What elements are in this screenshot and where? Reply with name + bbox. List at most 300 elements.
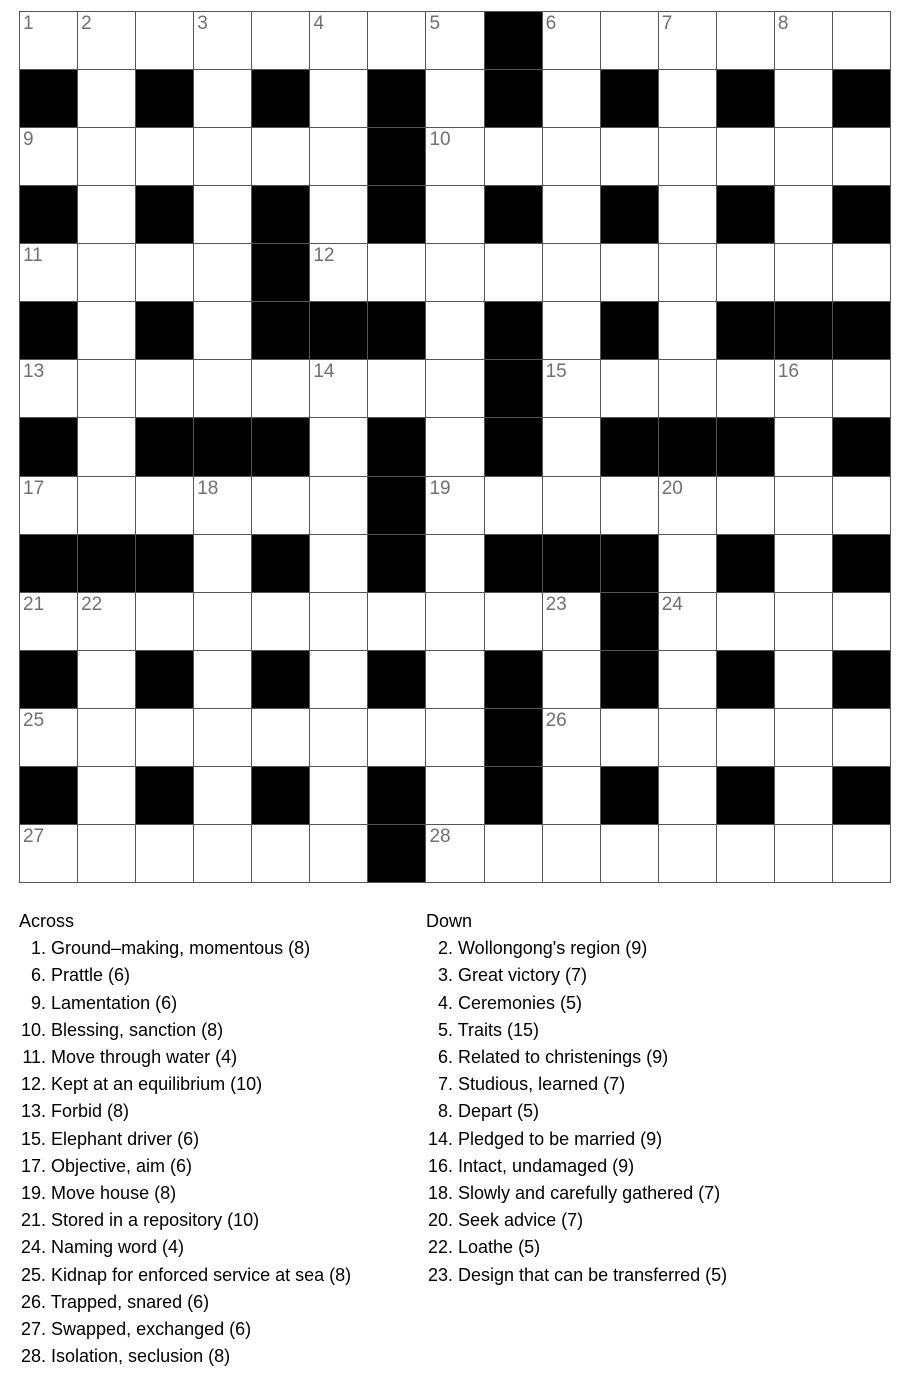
grid-cell[interactable] <box>659 709 717 767</box>
grid-cell[interactable] <box>78 360 136 418</box>
grid-cell[interactable] <box>194 535 252 593</box>
grid-cell[interactable] <box>426 186 484 244</box>
grid-cell[interactable] <box>717 244 775 302</box>
grid-cell[interactable] <box>426 477 484 535</box>
grid-cell[interactable] <box>78 418 136 476</box>
across-clue[interactable] <box>19 1316 351 1343</box>
grid-cell[interactable] <box>601 825 659 883</box>
clue-label-number: 3. <box>437 965 453 986</box>
block-cell <box>368 302 426 360</box>
block-cell <box>717 302 775 360</box>
across-clue[interactable] <box>19 1126 351 1153</box>
clue-label-number: 22. <box>427 1237 453 1258</box>
grid-cell[interactable] <box>310 12 368 70</box>
grid-cell[interactable] <box>194 593 252 651</box>
grid-cell[interactable] <box>20 128 78 186</box>
clue-number: 10 <box>429 129 451 151</box>
block-cell <box>252 767 310 825</box>
block-cell <box>252 70 310 128</box>
clue-label-number: 12. <box>20 1074 46 1095</box>
grid-cell[interactable] <box>136 128 194 186</box>
grid-cell[interactable] <box>310 128 368 186</box>
clue-number: 12 <box>313 245 335 267</box>
across-clue[interactable] <box>19 1071 351 1098</box>
grid-cell[interactable] <box>194 302 252 360</box>
grid-cell[interactable] <box>78 593 136 651</box>
grid-cell[interactable] <box>426 128 484 186</box>
grid-cell[interactable] <box>78 651 136 709</box>
block-cell <box>252 244 310 302</box>
grid-cell[interactable] <box>252 593 310 651</box>
grid-cell[interactable] <box>78 186 136 244</box>
across-clue[interactable] <box>19 1098 351 1125</box>
grid-cell[interactable] <box>543 767 601 825</box>
grid-cell[interactable] <box>775 709 833 767</box>
grid-cell[interactable] <box>136 593 194 651</box>
block-cell <box>310 302 368 360</box>
grid-cell[interactable] <box>833 360 891 418</box>
grid-cell[interactable] <box>310 709 368 767</box>
block-cell <box>833 651 891 709</box>
clue-text: Ceremonies (5) <box>458 992 583 1013</box>
clue-label-number: 26. <box>20 1291 46 1312</box>
grid-cell[interactable] <box>659 767 717 825</box>
grid-cell[interactable] <box>136 244 194 302</box>
grid-cell[interactable] <box>775 825 833 883</box>
clue-label-number: 14. <box>427 1128 453 1149</box>
clue-label-number: 4. <box>437 992 453 1013</box>
grid-cell[interactable] <box>426 418 484 476</box>
clue-label-number: 27. <box>20 1319 46 1340</box>
grid-cell[interactable] <box>310 186 368 244</box>
block-cell <box>717 651 775 709</box>
grid-cell[interactable] <box>78 12 136 70</box>
grid-cell[interactable] <box>426 302 484 360</box>
clue-text: Seek advice (7) <box>458 1210 584 1231</box>
clue-text: Trapped, snared (6) <box>50 1291 210 1312</box>
grid-cell[interactable] <box>310 535 368 593</box>
grid-cell[interactable] <box>194 651 252 709</box>
clue-text: Studious, learned (7) <box>458 1074 626 1095</box>
block-cell <box>717 535 775 593</box>
grid-cell[interactable] <box>426 70 484 128</box>
grid-cell[interactable] <box>78 244 136 302</box>
clue-text: Blessing, sanction (8) <box>51 1019 224 1040</box>
grid-cell[interactable] <box>194 186 252 244</box>
down-clues <box>426 908 727 1289</box>
across-clue[interactable] <box>19 962 351 989</box>
grid-cell[interactable] <box>426 593 484 651</box>
grid-cell[interactable] <box>659 535 717 593</box>
grid-cell[interactable] <box>310 767 368 825</box>
grid-cell[interactable] <box>426 651 484 709</box>
grid-cell[interactable] <box>20 360 78 418</box>
grid-cell[interactable] <box>775 593 833 651</box>
grid-cell[interactable] <box>659 12 717 70</box>
grid-cell[interactable] <box>310 593 368 651</box>
block-cell <box>78 535 136 593</box>
grid-cell[interactable] <box>775 651 833 709</box>
block-cell <box>368 767 426 825</box>
block-cell <box>601 767 659 825</box>
block-cell <box>833 302 891 360</box>
grid-cell[interactable] <box>659 244 717 302</box>
grid-cell[interactable] <box>659 651 717 709</box>
block-cell <box>485 535 543 593</box>
grid-cell[interactable] <box>601 477 659 535</box>
grid-cell[interactable] <box>833 244 891 302</box>
grid-cell[interactable] <box>775 535 833 593</box>
down-clue[interactable] <box>426 962 727 989</box>
grid-cell[interactable] <box>775 767 833 825</box>
block-cell <box>368 535 426 593</box>
across-clue[interactable] <box>19 935 351 962</box>
block-cell <box>20 186 78 244</box>
grid-cell[interactable] <box>659 70 717 128</box>
clue-number: 4 <box>313 13 324 34</box>
grid-cell[interactable] <box>833 709 891 767</box>
across-clue[interactable] <box>19 1153 351 1180</box>
grid-cell[interactable] <box>20 477 78 535</box>
grid-cell[interactable] <box>310 477 368 535</box>
grid-cell[interactable] <box>310 360 368 418</box>
grid-cell[interactable] <box>368 12 426 70</box>
across-clue[interactable] <box>19 1289 351 1316</box>
block-cell <box>485 12 543 70</box>
crossword-grid <box>19 11 891 883</box>
clue-number: 1 <box>23 13 34 34</box>
clue-text: Loathe (5) <box>458 1237 541 1258</box>
grid-cell[interactable] <box>78 302 136 360</box>
down-clue[interactable] <box>426 935 727 962</box>
grid-cell[interactable] <box>310 70 368 128</box>
grid-cell[interactable] <box>833 128 891 186</box>
grid-cell[interactable] <box>543 244 601 302</box>
clue-label-number: 23. <box>427 1264 453 1285</box>
block-cell <box>601 302 659 360</box>
clue-text: Move house (8) <box>51 1183 177 1204</box>
grid-cell[interactable] <box>543 360 601 418</box>
block-cell <box>136 651 194 709</box>
block-cell <box>717 186 775 244</box>
clue-number: 17 <box>23 477 45 499</box>
block-cell <box>833 535 891 593</box>
grid-cell[interactable] <box>368 593 426 651</box>
clue-text: Prattle (6) <box>51 965 131 986</box>
clue-number: 2 <box>81 13 92 34</box>
grid-cell[interactable] <box>426 825 484 883</box>
block-cell <box>136 535 194 593</box>
grid-cell[interactable] <box>136 12 194 70</box>
grid-cell[interactable] <box>368 360 426 418</box>
block-cell <box>659 418 717 476</box>
clue-label-number: 5. <box>437 1019 453 1040</box>
block-cell <box>20 767 78 825</box>
grid-cell[interactable] <box>252 12 310 70</box>
grid-cell[interactable] <box>543 186 601 244</box>
grid-cell[interactable] <box>20 12 78 70</box>
down-clue[interactable] <box>426 1126 727 1153</box>
block-cell <box>485 767 543 825</box>
clue-number: 26 <box>545 709 567 731</box>
block-cell <box>601 651 659 709</box>
grid-cell[interactable] <box>543 825 601 883</box>
across-clue[interactable] <box>19 1207 351 1234</box>
clue-text: Objective, aim (6) <box>51 1155 193 1176</box>
grid-cell[interactable] <box>717 12 775 70</box>
block-cell <box>368 825 426 883</box>
grid-cell[interactable] <box>78 128 136 186</box>
grid-cell[interactable] <box>775 244 833 302</box>
grid-cell[interactable] <box>194 767 252 825</box>
clue-text: Swapped, exchanged (6) <box>51 1319 252 1340</box>
clue-number: 15 <box>545 361 567 383</box>
grid-cell[interactable] <box>78 709 136 767</box>
grid-cell[interactable] <box>717 477 775 535</box>
grid-cell[interactable] <box>194 128 252 186</box>
block-cell <box>252 651 310 709</box>
grid-cell[interactable] <box>659 360 717 418</box>
down-clue[interactable] <box>426 1262 727 1289</box>
grid-cell[interactable] <box>485 825 543 883</box>
clue-text: Forbid (8) <box>51 1101 130 1122</box>
clue-number: 8 <box>777 13 789 34</box>
grid-cell[interactable] <box>717 128 775 186</box>
grid-cell[interactable] <box>194 477 252 535</box>
block-cell <box>601 593 659 651</box>
clue-number: 19 <box>429 477 451 499</box>
clue-text: Related to christenings (9) <box>458 1047 669 1068</box>
grid-cell[interactable] <box>252 360 310 418</box>
grid-cell[interactable] <box>775 70 833 128</box>
grid-cell[interactable] <box>601 244 659 302</box>
block-cell <box>136 418 194 476</box>
grid-cell[interactable] <box>78 70 136 128</box>
clue-text: Depart (5) <box>458 1101 540 1122</box>
block-cell <box>136 186 194 244</box>
grid-cell[interactable] <box>717 825 775 883</box>
grid-cell[interactable] <box>194 825 252 883</box>
clue-number: 24 <box>661 593 683 615</box>
grid-cell[interactable] <box>717 709 775 767</box>
grid-cell[interactable] <box>20 593 78 651</box>
grid-cell[interactable] <box>659 477 717 535</box>
grid-cell[interactable] <box>426 244 484 302</box>
grid-cell[interactable] <box>833 593 891 651</box>
grid-cell[interactable] <box>194 244 252 302</box>
grid-cell[interactable] <box>194 12 252 70</box>
clue-label-number: 2. <box>437 938 453 959</box>
grid-cell[interactable] <box>833 825 891 883</box>
down-clue[interactable] <box>426 990 727 1017</box>
block-cell <box>601 418 659 476</box>
across-clue[interactable] <box>19 1234 351 1261</box>
across-clue[interactable] <box>19 1343 351 1370</box>
grid-cell[interactable] <box>543 477 601 535</box>
clue-number: 22 <box>81 593 103 615</box>
clue-label-number: 15. <box>20 1128 46 1149</box>
grid-cell[interactable] <box>543 651 601 709</box>
clue-number: 13 <box>23 361 45 383</box>
grid-cell[interactable] <box>601 12 659 70</box>
grid-cell[interactable] <box>485 593 543 651</box>
grid-cell[interactable] <box>601 360 659 418</box>
grid-cell[interactable] <box>543 418 601 476</box>
grid-cell[interactable] <box>775 186 833 244</box>
grid-cell[interactable] <box>659 593 717 651</box>
down-clue-list <box>426 935 727 1289</box>
grid-cell[interactable] <box>543 128 601 186</box>
clue-label-number: 19. <box>20 1183 46 1204</box>
grid-cell[interactable] <box>717 360 775 418</box>
grid-cell[interactable] <box>775 360 833 418</box>
across-clue[interactable] <box>19 1017 351 1044</box>
clue-number: 27 <box>23 825 45 847</box>
grid-cell[interactable] <box>659 186 717 244</box>
down-clue[interactable] <box>426 1153 727 1180</box>
grid-cell[interactable] <box>194 70 252 128</box>
down-clue[interactable] <box>426 1017 727 1044</box>
grid-cell[interactable] <box>601 128 659 186</box>
block-cell <box>252 418 310 476</box>
grid-cell[interactable] <box>543 12 601 70</box>
clue-text: Great victory (7) <box>458 965 588 986</box>
grid-cell[interactable] <box>426 360 484 418</box>
grid-cell[interactable] <box>775 12 833 70</box>
across-clue[interactable] <box>19 1262 351 1289</box>
block-cell <box>136 302 194 360</box>
grid-cell[interactable] <box>20 825 78 883</box>
grid-cell[interactable] <box>833 12 891 70</box>
block-cell <box>775 302 833 360</box>
grid-cell[interactable] <box>426 709 484 767</box>
down-clue[interactable] <box>426 1234 727 1261</box>
clue-label-number: 6. <box>30 965 46 986</box>
across-clue[interactable] <box>19 1044 351 1071</box>
grid-cell[interactable] <box>368 709 426 767</box>
down-clue[interactable] <box>426 1071 727 1098</box>
down-clue[interactable] <box>426 1180 727 1207</box>
grid-cell[interactable] <box>543 709 601 767</box>
clue-number: 7 <box>661 13 673 34</box>
grid-cell[interactable] <box>310 418 368 476</box>
grid-cell[interactable] <box>659 128 717 186</box>
block-cell <box>252 186 310 244</box>
down-clue[interactable] <box>426 1207 727 1234</box>
grid-cell[interactable] <box>310 825 368 883</box>
grid-cell[interactable] <box>485 128 543 186</box>
clue-text: Slowly and carefully gathered (7) <box>458 1183 721 1204</box>
clue-number: 5 <box>429 13 441 34</box>
grid-cell[interactable] <box>775 477 833 535</box>
clue-label-number: 7. <box>437 1074 453 1095</box>
grid-cell[interactable] <box>252 128 310 186</box>
down-clue[interactable] <box>426 1044 727 1071</box>
grid-cell[interactable] <box>775 128 833 186</box>
clue-text: Naming word (4) <box>51 1237 185 1258</box>
across-clue[interactable] <box>19 1180 351 1207</box>
block-cell <box>485 360 543 418</box>
clue-text: Stored in a repository (10) <box>51 1210 260 1231</box>
grid-cell[interactable] <box>136 709 194 767</box>
clue-label-number: 21. <box>20 1210 46 1231</box>
clue-text: Ground–making, momentous (8) <box>51 938 311 959</box>
clue-text: Kept at an equilibrium (10) <box>51 1074 263 1095</box>
grid-cell[interactable] <box>659 302 717 360</box>
grid-cell[interactable] <box>194 709 252 767</box>
grid-cell[interactable] <box>78 477 136 535</box>
grid-cell[interactable] <box>78 767 136 825</box>
clue-label-number: 20. <box>427 1210 453 1231</box>
grid-cell[interactable] <box>252 477 310 535</box>
clue-number: 25 <box>23 709 45 731</box>
grid-cell[interactable] <box>543 70 601 128</box>
grid-cell[interactable] <box>485 244 543 302</box>
block-cell <box>485 186 543 244</box>
block-cell <box>20 302 78 360</box>
grid-cell[interactable] <box>20 244 78 302</box>
block-cell <box>20 418 78 476</box>
grid-cell[interactable] <box>136 825 194 883</box>
grid-cell[interactable] <box>543 302 601 360</box>
clue-text: Wollongong's region (9) <box>458 938 648 959</box>
grid-cell[interactable] <box>833 477 891 535</box>
grid-cell[interactable] <box>543 593 601 651</box>
across-clues <box>19 908 351 1370</box>
clue-text: Design that can be transferred (5) <box>458 1264 728 1285</box>
block-cell <box>717 767 775 825</box>
clue-text: Move through water (4) <box>51 1047 238 1068</box>
clue-label-number: 24. <box>20 1237 46 1258</box>
grid-cell[interactable] <box>775 418 833 476</box>
grid-cell[interactable] <box>194 360 252 418</box>
clue-number: 11 <box>23 245 43 267</box>
grid-cell[interactable] <box>426 767 484 825</box>
grid-cell[interactable] <box>426 12 484 70</box>
grid-cell[interactable] <box>310 244 368 302</box>
across-clue[interactable] <box>19 990 351 1017</box>
across-heading: Across <box>19 911 75 931</box>
clue-number: 18 <box>197 477 219 499</box>
grid-cell[interactable] <box>136 360 194 418</box>
grid-cell[interactable] <box>252 709 310 767</box>
clue-number: 14 <box>313 361 335 383</box>
grid-cell[interactable] <box>136 477 194 535</box>
clue-number: 21 <box>23 593 45 615</box>
grid-cell[interactable] <box>368 244 426 302</box>
clue-number: 23 <box>545 593 567 615</box>
grid-cell[interactable] <box>310 651 368 709</box>
grid-cell[interactable] <box>485 477 543 535</box>
grid-cell[interactable] <box>20 709 78 767</box>
grid-cell[interactable] <box>426 535 484 593</box>
clue-number: 3 <box>197 13 208 34</box>
grid-cell[interactable] <box>659 825 717 883</box>
block-cell <box>252 535 310 593</box>
clue-number: 16 <box>777 361 799 383</box>
down-clue[interactable] <box>426 1098 727 1125</box>
grid-cell[interactable] <box>601 709 659 767</box>
block-cell <box>717 418 775 476</box>
clue-label-number: 10. <box>20 1019 46 1040</box>
clue-label-number: 18. <box>427 1183 453 1204</box>
block-cell <box>368 477 426 535</box>
clue-label-number: 11. <box>22 1047 46 1068</box>
grid-cell[interactable] <box>78 825 136 883</box>
clue-label-number: 13. <box>20 1101 46 1122</box>
grid-cell[interactable] <box>252 825 310 883</box>
grid-cell[interactable] <box>717 593 775 651</box>
